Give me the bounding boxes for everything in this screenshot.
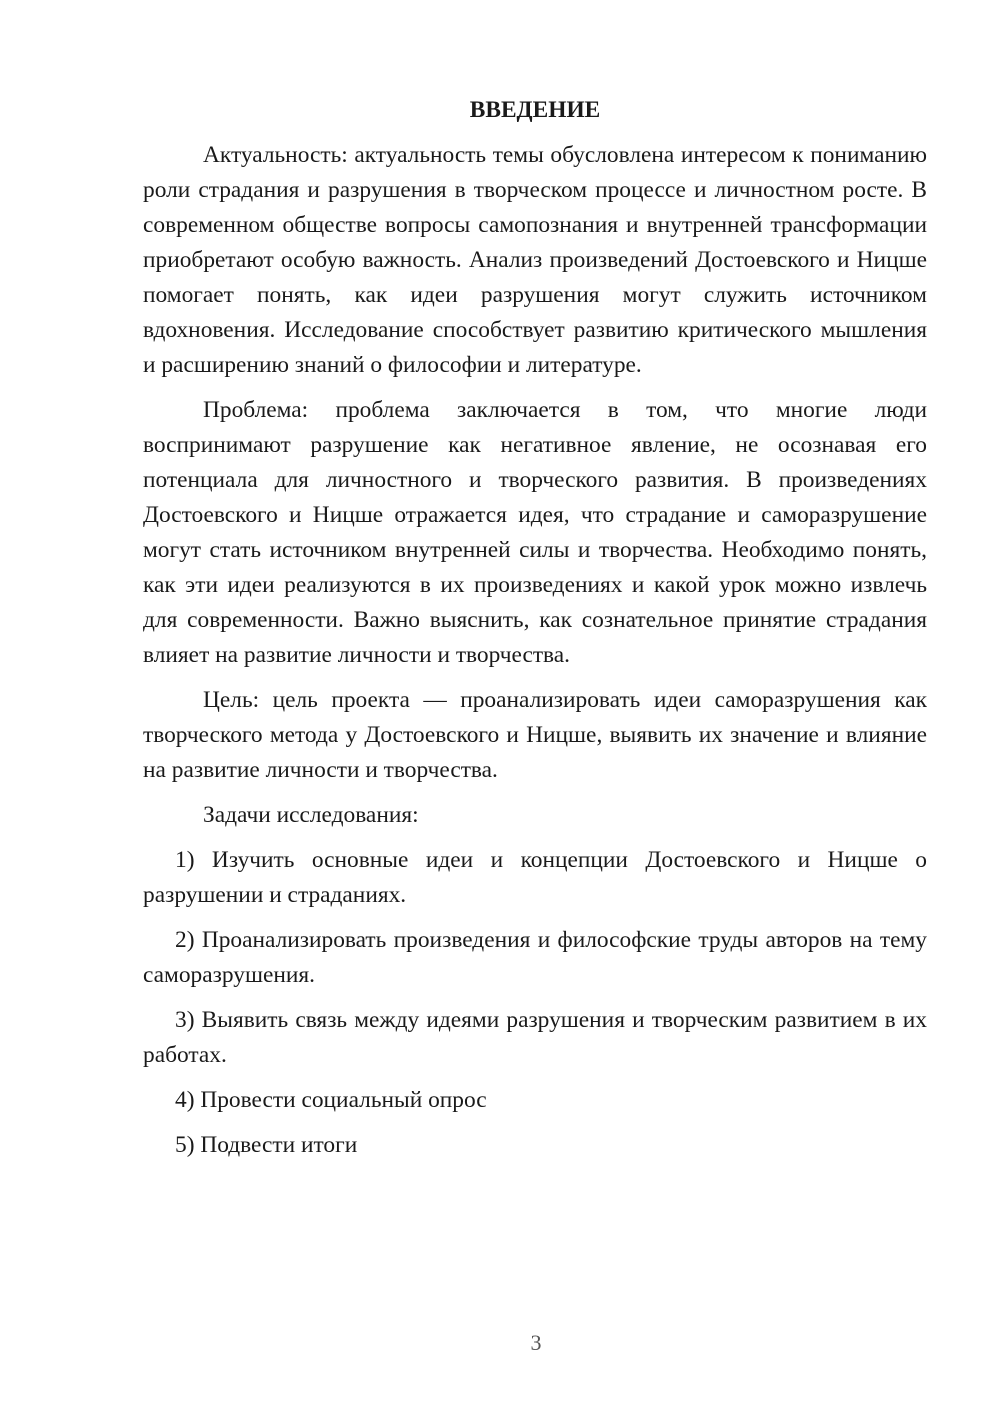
tasks-heading: Задачи исследования: <box>203 802 419 828</box>
goal-paragraph: Цель: цель проекта — проанализировать идеи саморазрушения как творческого метода у Достоевского и Ницше, выявить их значение и влияние на развитие личности и творчества. <box>143 687 927 783</box>
relevance-paragraph: Актуальность: актуальность темы обусловлена интересом к пониманию роли страдания и разрушения в творческом процессе и личностном росте. В современном обществе вопросы самопознания и внутренней трансформации приобретают особую важность. Анализ произведений Достоевского и Ницше помогает понять, как идеи разрушения могут служить источником вдохновения. Исследование способствует развитию критического мышления и расширению знаний о философии и литературе. <box>143 142 927 378</box>
task-item: 5) Подвести итоги <box>175 1132 358 1158</box>
page-title: ВВЕДЕНИЕ <box>469 97 601 123</box>
task-item: 2) Проанализировать произведения и философские труды авторов на тему саморазрушения. <box>143 927 927 988</box>
task-item: 4) Провести социальный опрос <box>175 1087 487 1113</box>
task-item: 3) Выявить связь между идеями разрушения и творческим развитием в их работах. <box>143 1007 927 1068</box>
page-number: 3 <box>530 1330 542 1355</box>
page-content <box>143 92 927 1173</box>
task-item: 1) Изучить основные идеи и концепции Достоевского и Ницше о разрушении и страданиях. <box>143 847 927 908</box>
problem-paragraph: Проблема: проблема заключается в том, что многие люди воспринимают разрушение как негативное явление, не осознавая его потенциала для личностного и творческого развития. В произведениях Достоевского и Ницше отражается идея, что страдание и саморазрушение могут стать источником внутренней силы и творчества. Необходимо понять, как эти идеи реализуются в их произведениях и какой урок можно извлечь для современности. Важно выяснить, как сознательное принятие страдания влияет на развитие личности и творчества. <box>143 397 927 668</box>
